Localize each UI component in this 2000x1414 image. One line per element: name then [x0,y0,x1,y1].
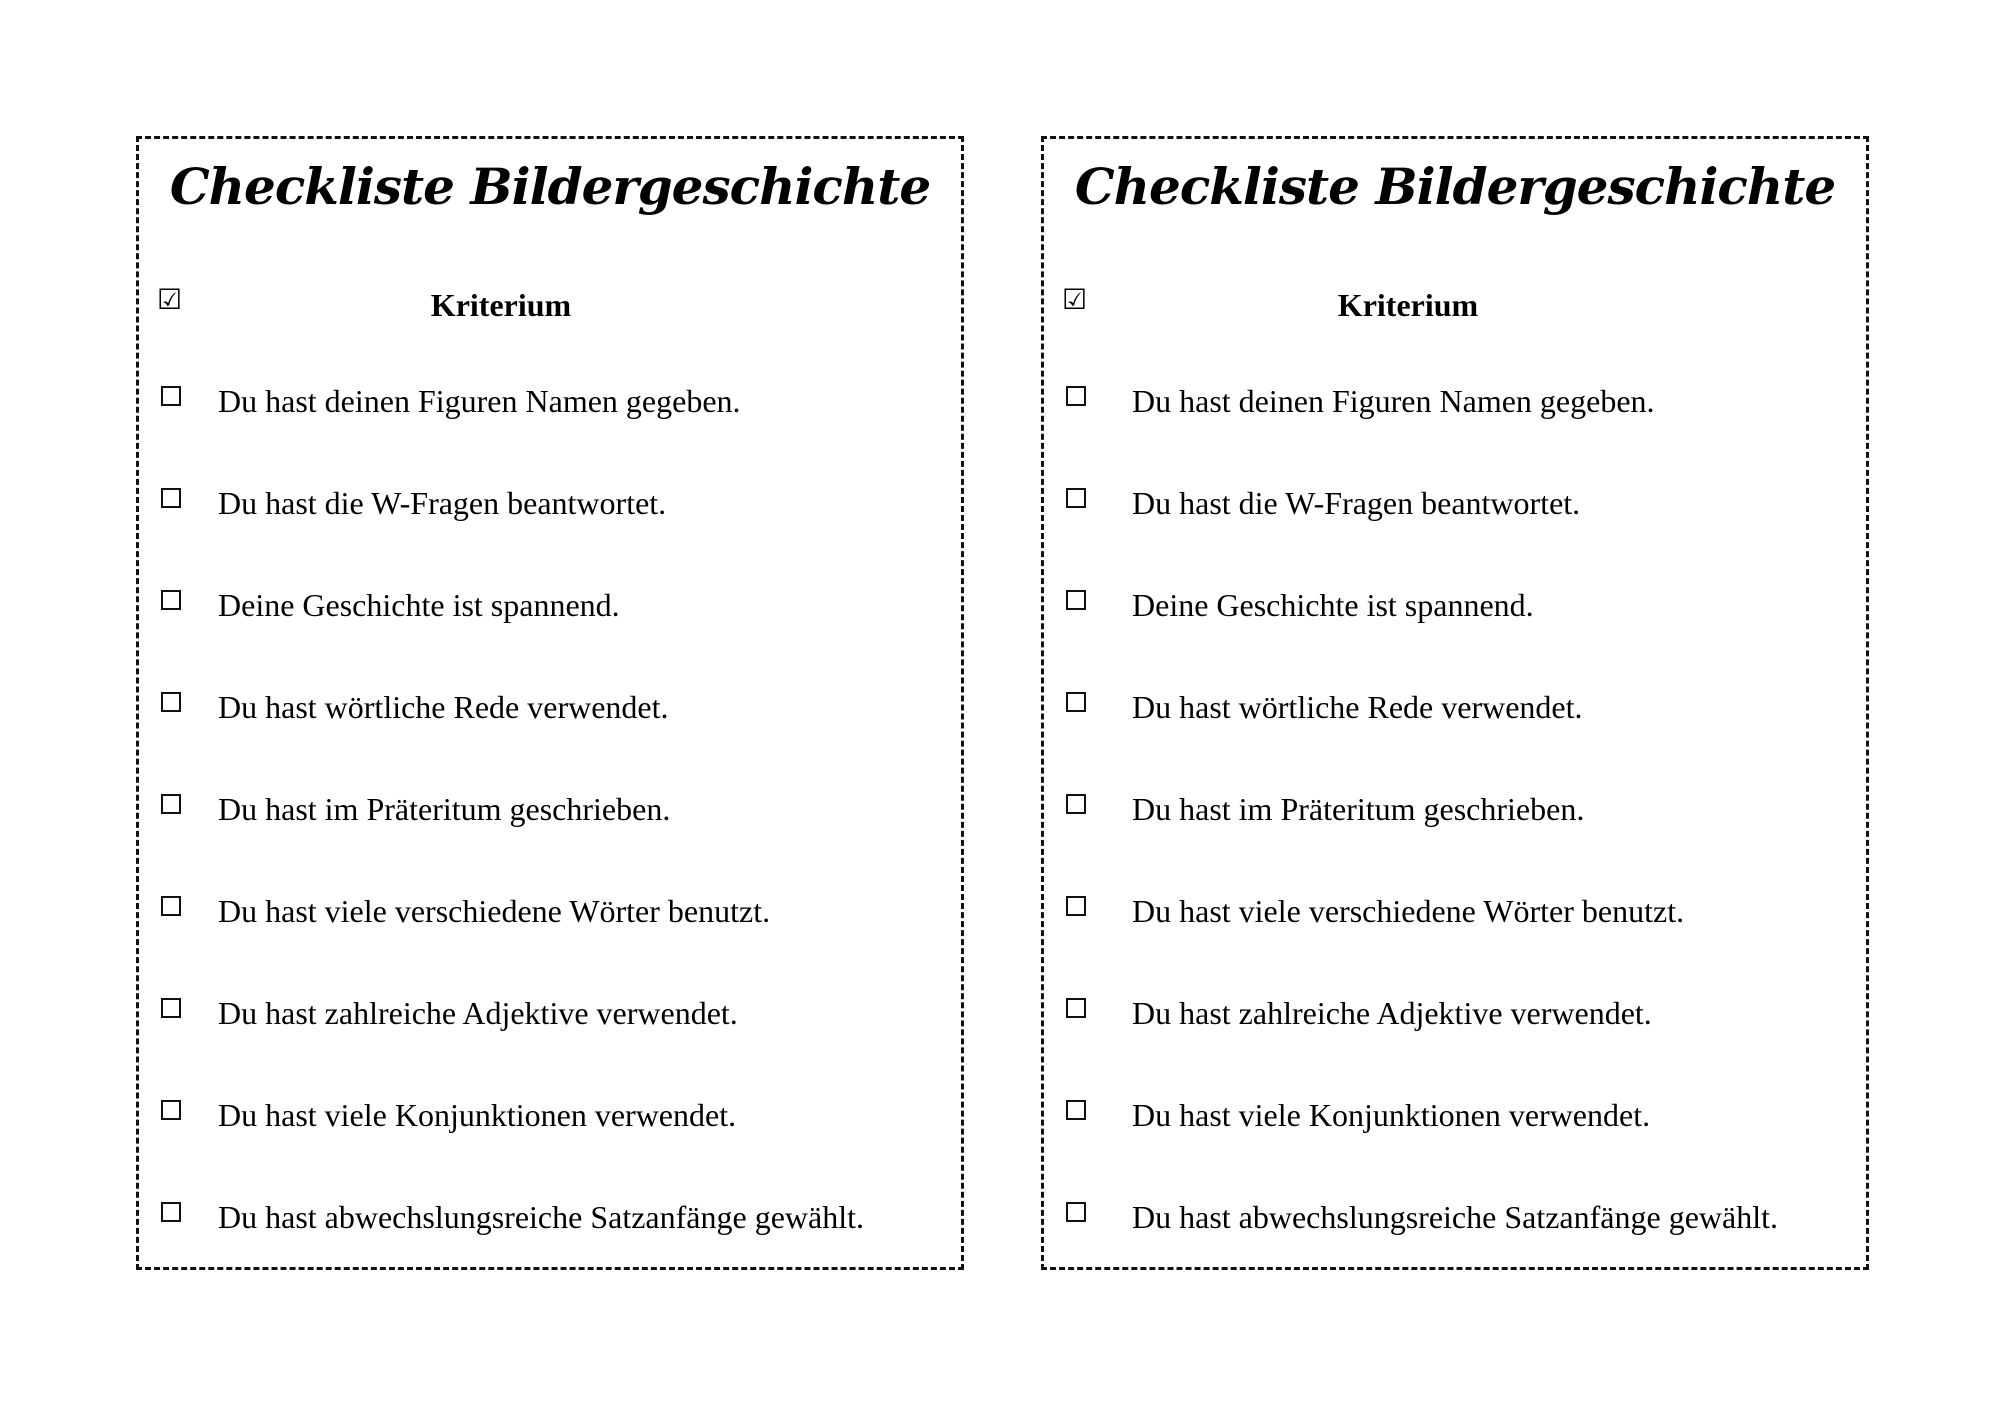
criterion-text: Du hast zahlreiche Adjektive verwendet. [218,995,738,1031]
checkbox[interactable] [161,1202,181,1222]
criterion-item [139,789,961,891]
criterion-item [139,891,961,993]
criterion-text: Du hast abwechslungsreiche Satzanfänge gewählt. [218,1199,864,1235]
criterion-item [1044,585,1866,687]
checkbox[interactable] [161,1100,181,1120]
checkbox[interactable] [1066,692,1086,712]
criterion-item [1044,891,1866,993]
criterion-text: Du hast im Präteritum geschrieben. [218,791,671,827]
criterion-text: Du hast viele Konjunktionen verwendet. [1132,1097,1651,1133]
checkbox[interactable] [161,386,181,406]
checkbox[interactable] [161,998,181,1018]
criterion-item [139,585,961,687]
checkbox[interactable] [1066,1100,1086,1120]
card-title: Checkliste Bildergeschichte [1074,157,1836,216]
criterion-item [1044,789,1866,891]
criterion-item [139,483,961,585]
criterion-text: Du hast im Präteritum geschrieben. [1132,791,1585,827]
criterion-text: Du hast deinen Figuren Namen gegeben. [1132,383,1655,419]
criterion-text: Du hast wörtliche Rede verwendet. [218,689,669,725]
criterion-item [1044,483,1866,585]
criterion-item [139,1095,961,1197]
criteria-list [139,381,961,1299]
checkbox[interactable] [161,692,181,712]
card-title: Checkliste Bildergeschichte [169,157,931,216]
criterion-item [139,381,961,483]
checkbox[interactable] [1066,794,1086,814]
criterion-item [139,1197,961,1299]
criterion-column-header: Kriterium [1337,287,1479,323]
criterion-text: Du hast viele Konjunktionen verwendet. [218,1097,737,1133]
criterion-item [1044,993,1866,1095]
checklist-card-right [1041,136,1869,1270]
criterion-text: Du hast viele verschiedene Wörter benutzt. [218,893,771,929]
checkbox[interactable] [1066,488,1086,508]
checkbox[interactable] [161,794,181,814]
criterion-item [139,993,961,1095]
criterion-item [1044,1095,1866,1197]
criterion-column-header: Kriterium [430,287,572,323]
checklist-card-left [136,136,964,1270]
checkbox[interactable] [161,896,181,916]
checklist-header-row [1044,281,1866,331]
criterion-text: Du hast die W-Fragen beantwortet. [218,485,667,521]
criterion-text: Du hast abwechslungsreiche Satzanfänge gewählt. [1132,1199,1778,1235]
criterion-item [1044,1197,1866,1299]
checked-box-icon: ☑ [1062,283,1088,316]
criterion-text: Du hast zahlreiche Adjektive verwendet. [1132,995,1652,1031]
criterion-text: Du hast die W-Fragen beantwortet. [1132,485,1581,521]
checkbox[interactable] [1066,1202,1086,1222]
criterion-text: Deine Geschichte ist spannend. [1132,587,1534,623]
criterion-text: Du hast wörtliche Rede verwendet. [1132,689,1583,725]
checkbox[interactable] [161,590,181,610]
criterion-text: Du hast deinen Figuren Namen gegeben. [218,383,741,419]
checklist-header-row [139,281,961,331]
checked-box-icon: ☑ [157,283,183,316]
checkbox[interactable] [1066,386,1086,406]
criterion-text: Du hast viele verschiedene Wörter benutzt. [1132,893,1685,929]
checkbox[interactable] [1066,998,1086,1018]
criterion-item [1044,687,1866,789]
criterion-text: Deine Geschichte ist spannend. [218,587,620,623]
criteria-list [1044,381,1866,1299]
criterion-item [139,687,961,789]
checkbox[interactable] [1066,896,1086,916]
criterion-item [1044,381,1866,483]
checkbox[interactable] [1066,590,1086,610]
checkbox[interactable] [161,488,181,508]
